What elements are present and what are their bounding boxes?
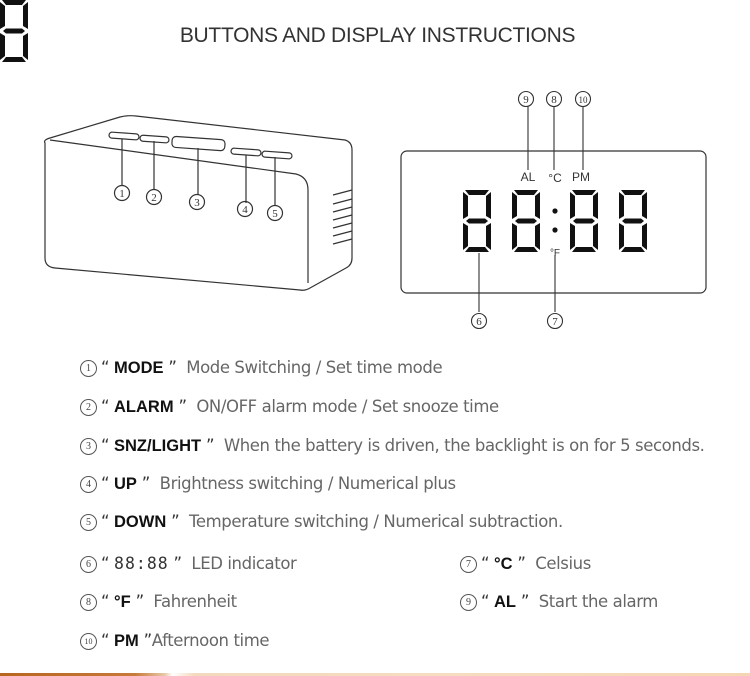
instruction-fahrenheit: 8 “ °F ” Fahrenheit xyxy=(80,592,237,612)
instruction-pm: 10 “ PM ”Afternoon time xyxy=(80,631,269,651)
callout-3: 3 xyxy=(194,197,200,209)
svg-text:AL: AL xyxy=(520,170,536,184)
callout-1: 1 xyxy=(119,188,125,200)
svg-text:PM: PM xyxy=(572,170,590,184)
instruction-alarm-indicator: 9 “ AL ” Start the alarm xyxy=(460,592,658,612)
callout-5: 5 xyxy=(272,208,278,220)
instruction-celsius: 7 “ °C ” Celsius xyxy=(460,554,591,574)
instruction-down: 5 “ DOWN ” Temperature switching / Numerical subtraction. xyxy=(80,512,563,532)
callout-2: 2 xyxy=(151,192,157,204)
led-digits-illustration xyxy=(0,0,647,252)
instruction-up: 4 “ UP ” Brightness switching / Numerical plus xyxy=(80,474,456,494)
instruction-alarm: 2 “ ALARM ” ON/OFF alarm mode / Set snooze time xyxy=(80,397,499,417)
svg-text:8: 8 xyxy=(551,94,557,106)
page-title: BUTTONS AND DISPLAY INSTRUCTIONS xyxy=(179,24,576,47)
lcd-display-illustration xyxy=(0,0,706,329)
svg-text:°C: °C xyxy=(548,171,562,185)
svg-text:10: 10 xyxy=(578,95,588,105)
svg-text:°F: °F xyxy=(549,248,561,259)
svg-text:9: 9 xyxy=(523,94,529,106)
instruction-snz-light: 3 “ SNZ/LIGHT ” When the battery is driven, the backlight is on for 5 seconds. xyxy=(80,436,705,456)
instruction-mode: 1 “ MODE ” Mode Switching / Set time mode xyxy=(80,358,442,378)
instruction-led-indicator: 6 “ 88:88 ” LED indicator xyxy=(80,554,296,573)
svg-text:6: 6 xyxy=(476,316,482,328)
callout-4: 4 xyxy=(242,204,248,216)
svg-text:7: 7 xyxy=(552,316,558,328)
